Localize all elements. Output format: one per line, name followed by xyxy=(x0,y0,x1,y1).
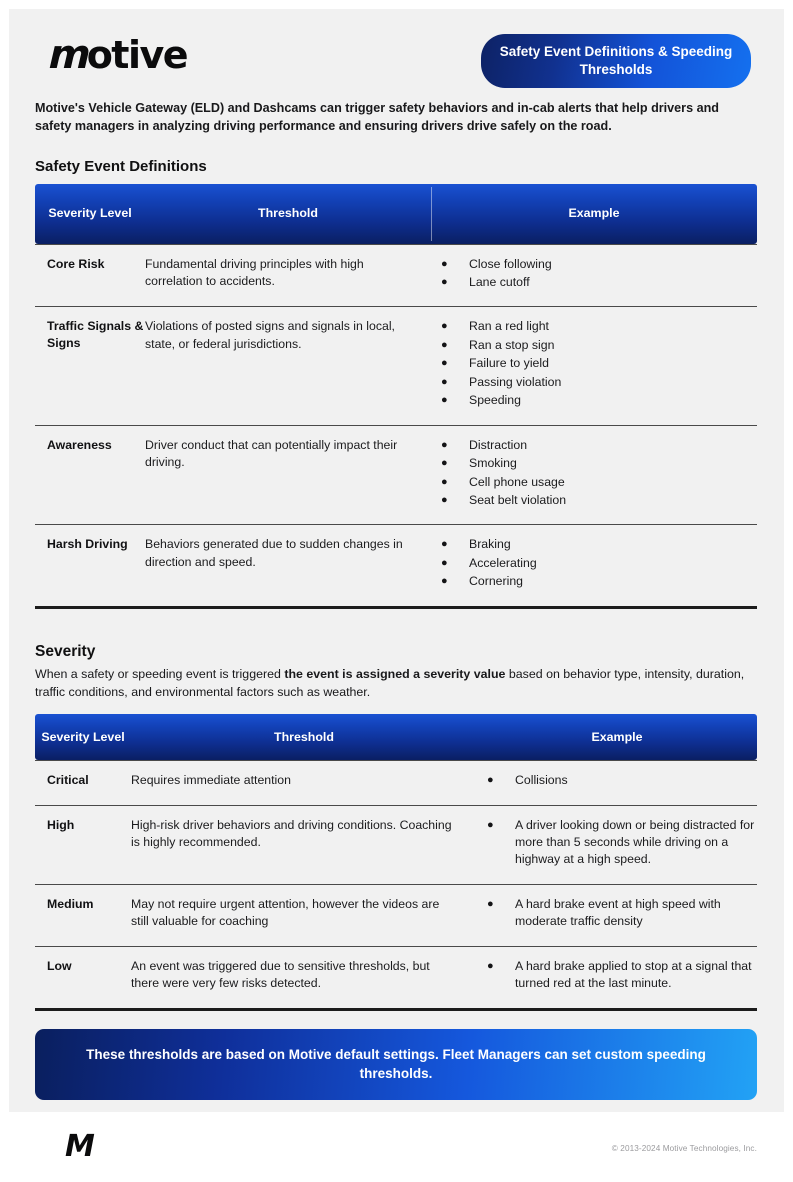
list-item-label: Ran a stop sign xyxy=(469,337,555,352)
motive-mark-icon: M xyxy=(65,1129,93,1165)
cell-example xyxy=(477,772,757,790)
list-item xyxy=(487,896,757,931)
document-header xyxy=(23,9,769,87)
copyright-text: © 2013-2024 Motive Technologies, Inc. xyxy=(611,1144,757,1154)
column-header-example: Example xyxy=(591,729,643,744)
callout-banner: These thresholds are based on Motive default settings. Fleet Managers can set custom speeding thresholds. xyxy=(35,1029,757,1101)
document-content xyxy=(23,9,769,1165)
motive-logo-wordmark: otive xyxy=(86,33,188,77)
bullet-icon: ● xyxy=(441,375,448,388)
bullet-icon: ● xyxy=(441,494,448,507)
list-item xyxy=(487,817,757,869)
cell-example xyxy=(477,958,757,994)
bullet-icon: ● xyxy=(441,538,448,551)
table-row xyxy=(35,306,757,424)
list-item-label: Collisions xyxy=(515,773,568,788)
cell-example xyxy=(431,318,757,410)
table-row xyxy=(35,760,757,804)
list-item-label: Passing violation xyxy=(469,374,562,389)
column-header-threshold: Threshold xyxy=(274,729,334,744)
cell-severity-level: Core Risk xyxy=(47,256,105,271)
bullet-icon: ● xyxy=(441,257,448,270)
table-row xyxy=(35,425,757,525)
bullet-icon: ● xyxy=(441,475,448,488)
list-item-label: A hard brake applied to stop at a signal that turned red at the last minute. xyxy=(515,958,752,991)
list-item-label: Close following xyxy=(469,256,552,271)
cell-threshold: Requires immediate attention xyxy=(131,773,291,788)
list-item-label: Cell phone usage xyxy=(469,474,565,489)
table-row xyxy=(35,244,757,307)
list-item-label: A driver looking down or being distracted for more than 5 seconds while driving on a highway at a high speed. xyxy=(515,817,755,867)
bullet-icon: ● xyxy=(441,556,448,569)
list-item-label: Braking xyxy=(469,537,511,552)
list-item-label: A hard brake event at high speed with moderate traffic density xyxy=(515,896,721,929)
cell-severity-level: Low xyxy=(47,958,72,973)
table-row xyxy=(35,884,757,946)
cell-threshold: Violations of posted signs and signals in local, state, or federal jurisdictions. xyxy=(145,319,395,351)
title-badge: Safety Event Definitions & Speeding Thresholds xyxy=(481,34,751,88)
list-item-label: Smoking xyxy=(469,456,517,471)
list-item xyxy=(441,274,757,291)
list-item xyxy=(441,355,757,372)
bullet-icon: ● xyxy=(487,897,494,910)
table-row xyxy=(35,946,757,1008)
cell-severity-level: Harsh Driving xyxy=(47,537,128,552)
document-page xyxy=(9,9,784,1165)
bullet-icon: ● xyxy=(441,357,448,370)
list-item xyxy=(441,536,757,553)
list-item-label: Cornering xyxy=(469,574,523,589)
bullet-icon: ● xyxy=(441,275,448,288)
bullet-icon: ● xyxy=(441,575,448,588)
safety-event-definitions-table xyxy=(35,184,757,609)
motive-logo xyxy=(48,32,188,78)
list-item-label: Failure to yield xyxy=(469,356,549,371)
list-item-label: Speeding xyxy=(469,393,521,408)
cell-example xyxy=(431,536,757,591)
table-row xyxy=(35,524,757,605)
list-item xyxy=(441,337,757,354)
list-item xyxy=(441,455,757,472)
column-header-example: Example xyxy=(568,206,620,221)
list-item xyxy=(441,374,757,391)
cell-severity-level: Medium xyxy=(47,896,94,911)
list-item xyxy=(441,474,757,491)
column-header-severity-level: Severity Level xyxy=(48,206,132,221)
list-item xyxy=(441,318,757,335)
cell-threshold: Driver conduct that can potentially impact their driving. xyxy=(145,437,398,470)
bullet-icon: ● xyxy=(441,457,448,470)
bullet-icon: ● xyxy=(487,818,494,831)
list-item xyxy=(441,555,757,572)
list-item-label: Accelerating xyxy=(469,555,537,570)
severity-intro-before: When a safety or speeding event is triggered xyxy=(35,666,285,681)
cell-threshold: Behaviors generated due to sudden changes in direction and speed. xyxy=(145,537,403,569)
motive-logo-m: m xyxy=(48,32,89,78)
bullet-icon: ● xyxy=(441,320,448,333)
table-header-row xyxy=(35,184,757,244)
section-title-safety-event-definitions: Safety Event Definitions xyxy=(35,157,207,175)
list-item xyxy=(441,256,757,273)
severity-intro-after: based on behavior type, intensity, duration, traffic conditions, and environmental factors such as weather. xyxy=(35,666,745,700)
bullet-icon: ● xyxy=(441,338,448,351)
cell-threshold: May not require urgent attention, however the videos are still valuable for coaching xyxy=(131,896,440,929)
bullet-icon: ● xyxy=(487,959,494,972)
cell-severity-level: Traffic Signals & Signs xyxy=(47,319,144,351)
cell-example xyxy=(431,437,757,511)
list-item xyxy=(487,772,757,789)
list-item xyxy=(441,492,757,509)
cell-threshold: High-risk driver behaviors and driving conditions. Coaching is highly recommended. xyxy=(131,817,452,849)
bullet-icon: ● xyxy=(487,774,494,787)
bullet-icon: ● xyxy=(441,394,448,407)
section-title-severity: Severity xyxy=(35,642,96,660)
column-header-threshold: Threshold xyxy=(258,206,318,221)
severity-levels-table xyxy=(35,714,757,1011)
cell-severity-level: High xyxy=(47,817,75,832)
list-item-label: Seat belt violation xyxy=(469,493,567,508)
cell-severity-level: Awareness xyxy=(47,437,112,452)
bullet-icon: ● xyxy=(441,438,448,451)
document-footer xyxy=(23,1126,769,1182)
severity-intro-paragraph xyxy=(35,665,757,702)
cell-threshold: Fundamental driving principles with high correlation to accidents. xyxy=(145,256,364,288)
cell-threshold: An event was triggered due to sensitive thresholds, but there were very few risks detected. xyxy=(131,958,430,991)
cell-example xyxy=(477,896,757,932)
intro-paragraph: Motive's Vehicle Gateway (ELD) and Dashcams can trigger safety behaviors and in-cab alerts that help drivers and safety managers in analyzing driving performance and ensuring drivers drive safely on the road. xyxy=(35,101,719,134)
list-item-label: Lane cutoff xyxy=(469,274,530,289)
list-item xyxy=(441,573,757,590)
list-item-label: Ran a red light xyxy=(469,319,549,334)
severity-intro-bold: the event is assigned a severity value xyxy=(284,666,506,681)
cell-example xyxy=(431,256,757,293)
cell-severity-level: Critical xyxy=(47,773,89,788)
list-item xyxy=(441,437,757,454)
list-item xyxy=(441,392,757,409)
table-row xyxy=(35,805,757,884)
list-item-label: Distraction xyxy=(469,437,528,452)
column-header-severity-level: Severity Level xyxy=(41,729,125,744)
header-column-divider xyxy=(431,187,432,241)
table-header-row xyxy=(35,714,757,760)
list-item xyxy=(487,958,757,993)
cell-example xyxy=(477,817,757,870)
